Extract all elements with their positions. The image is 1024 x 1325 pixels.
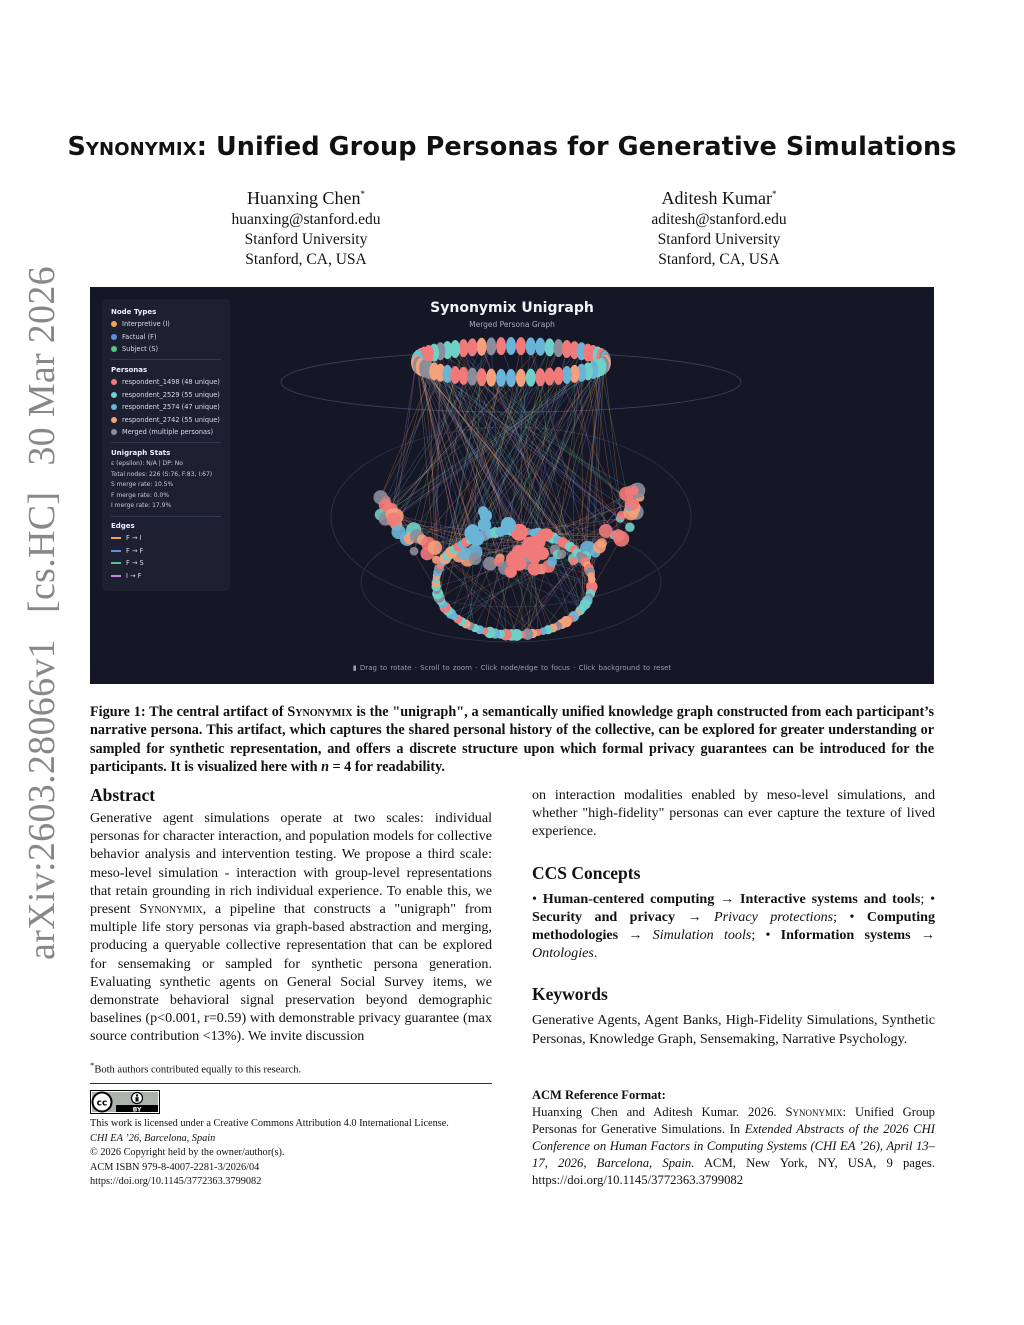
caption-end: = 4 for readability. <box>328 758 445 775</box>
legend-stat: ε (epsilon): N/A | DP: No <box>111 460 183 467</box>
ccs-main: Computing methodologies <box>532 908 935 944</box>
graph-node <box>545 368 555 386</box>
graph-node <box>496 369 506 387</box>
graph-subtitle: Merged Persona Graph <box>469 320 555 329</box>
graph-node <box>386 512 400 526</box>
legend-dot <box>111 417 117 423</box>
mouse-icon: ▮ <box>352 664 360 672</box>
legend-persona[interactable] <box>111 416 220 424</box>
ccs-main: Security and privacy <box>532 908 676 925</box>
graph-node <box>477 338 487 356</box>
legend-dot <box>111 429 117 435</box>
legend-dot <box>111 334 117 340</box>
graph-node <box>506 369 516 387</box>
paper-title <box>60 132 964 162</box>
footnote-rule <box>90 1083 492 1084</box>
author-location: Stanford, CA, USA <box>658 251 780 268</box>
legend-personas-heading: Personas <box>111 366 148 374</box>
graph-node <box>625 523 635 533</box>
graph-node <box>593 541 606 554</box>
unigraph-figure <box>90 287 934 684</box>
arxiv-stamp <box>20 266 70 960</box>
graph-node <box>545 338 555 356</box>
author-affiliation: Stanford University <box>244 231 368 248</box>
author-email: huanxing@stanford.edu <box>231 211 381 228</box>
caption-body: is the "unigraph", a semantically unified knowledge graph constructed from each participant’s narrative persona. This artifact, which captures the shared personal history of the collective, can be explored for greater understanding or sampled for synthetic representation, and offers a discrete structure upon which formal privacy guarantees can be introduced for the participants. It is visualized here with <box>90 704 934 775</box>
legend-persona[interactable] <box>111 428 213 436</box>
acm-ref-part2: : Unified Group Personas for Generative Simulations. In <box>532 1105 936 1136</box>
legend-divider <box>111 359 221 360</box>
abstract-part2: , a pipeline that constructs a "unigraph" from multiple life story personas via graph-based abstraction and merging, producing a queryable collective representation that can be explored for sensemaking or sampled for synthetic persona generation. Evaluating synthetic agents on General Social Survey items, we demonstrate behavioral signal preservation beyond demographic baselines (p<0.001, r=0.59) with demonstrable privacy guarantee (max source contribution <13%). We invite discussion <box>90 901 492 1045</box>
footnote-text: Both authors contributed equally to this research. <box>94 1064 302 1076</box>
author-name: Aditesh Kumar <box>661 188 772 208</box>
ccs-sub: Privacy protections <box>714 908 834 925</box>
graph-node <box>477 368 487 386</box>
ccs-main: Information systems <box>780 927 911 944</box>
legend-label: respondent_2742 (55 unique) <box>122 415 220 424</box>
legend-line <box>111 537 121 539</box>
title-system-name: Synonymix <box>67 132 197 162</box>
legend-node-types-heading: Node Types <box>111 308 157 316</box>
ccs-item: • Security and privacy → Privacy protections; <box>532 890 936 925</box>
ccs-arrow: → <box>675 908 715 925</box>
graph-node <box>480 510 492 522</box>
acm-ref-system-name: Synonymix <box>785 1105 843 1119</box>
legend-line <box>111 550 121 552</box>
arxiv-id: arXiv:2603.28066v1 <box>21 639 63 960</box>
legend-dot <box>111 321 117 327</box>
abstract-text <box>90 809 492 1046</box>
legend-dot <box>111 404 117 410</box>
abstract-heading: Abstract <box>90 785 156 805</box>
legend-node-type <box>111 320 170 328</box>
graph-node <box>410 547 419 556</box>
author-block-2 <box>559 182 879 270</box>
legend-edge <box>111 547 143 555</box>
graph-interaction-hints <box>90 664 934 672</box>
author-affiliation: Stanford University <box>657 231 781 248</box>
acm-ref-text <box>532 1104 935 1189</box>
ccs-item: • Computing methodologies → Simulation tools; <box>532 908 935 944</box>
legend-label: respondent_2574 (47 unique) <box>122 403 220 411</box>
legend-node-type <box>111 345 158 353</box>
graph-node <box>459 367 469 385</box>
graph-node <box>506 337 516 355</box>
author-mark: * <box>771 189 777 199</box>
ccs-sub: Interactive systems and tools <box>740 890 921 907</box>
acm-ref-part1: Huanxing Chen and Aditesh Kumar. 2026. <box>532 1105 786 1119</box>
cc-label: BY <box>132 1106 142 1114</box>
legend-divider <box>111 516 221 517</box>
caption-lead: Figure 1: The central artifact of <box>90 704 288 720</box>
graph-node <box>526 337 536 355</box>
graph-node <box>512 556 527 571</box>
graph-node <box>535 368 545 386</box>
graph-node <box>391 525 405 539</box>
legend-stat: F merge rate: 0.0% <box>111 491 170 499</box>
acm-ref-venue: Extended Abstracts of the 2026 CHI Conference on Human Factors in Computing Systems (CHI EA ’26), April 13–17, 2026, Barcelona, Spain. <box>532 1122 936 1170</box>
author-email: aditesh@stanford.edu <box>651 211 787 228</box>
graph-node <box>501 518 516 533</box>
graph-title: Synonymix Unigraph <box>430 300 594 316</box>
footnote <box>90 1060 492 1076</box>
legend-stat: S merge rate: 10.5% <box>111 481 174 488</box>
ccs-sub: Ontologies <box>532 945 594 962</box>
license-block <box>90 1117 500 1190</box>
abstract-part1: Generative agent simulations operate at two scales: individual personas for character interaction, and population models for collective behavior analysis and intervention testing. We propose a third scale: meso-level simulation - interaction with group-level representations that retain grounding in rich individual experience. To enable this, we present <box>90 810 492 918</box>
legend-label: Factual (F) <box>122 332 157 341</box>
graph-node <box>469 553 481 565</box>
graph-node <box>467 368 477 386</box>
legend-label: F → S <box>126 559 144 567</box>
graph-node <box>569 557 577 565</box>
graph-node <box>486 337 496 355</box>
graph-edge <box>582 351 583 607</box>
license-venue: CHI EA ’26, Barcelona, Spain <box>90 1132 216 1144</box>
right-column <box>532 786 935 1048</box>
acm-ref-part3: ACM, New York, NY, USA, 9 pages. https://doi.org/10.1145/3772363.3799082 <box>532 1156 936 1187</box>
legend-stats-heading: Unigraph Stats <box>111 449 171 457</box>
ccs-item: • Information systems → Ontologies. <box>532 927 935 962</box>
legend-edge <box>111 534 141 542</box>
figure-caption <box>90 703 934 776</box>
legend-persona[interactable] <box>111 403 220 411</box>
ccs-main: Human-centered computing <box>542 890 715 907</box>
legend-dot <box>111 346 117 352</box>
keywords-text: Generative Agents, Agent Banks, High-Fidelity Simulations, Synthetic Personas, Knowledge Graph, Sensemaking, Narrative Psychology. <box>532 1012 935 1047</box>
legend-stat: Total nodes: 226 (S:76, F:83, I:67) <box>111 470 213 478</box>
ccs-arrow: → <box>714 890 741 907</box>
graph-node <box>428 540 442 554</box>
graph-node <box>528 562 541 575</box>
legend-persona[interactable] <box>111 378 220 386</box>
acm-ref-heading: ACM Reference Format: <box>532 1088 666 1102</box>
legend-dot <box>111 379 117 385</box>
legend-edge <box>111 572 141 580</box>
legend-label: respondent_1498 (48 unique) <box>122 378 220 386</box>
legend-persona[interactable] <box>111 391 220 399</box>
acm-reference <box>532 1087 935 1189</box>
legend-dot <box>111 392 117 398</box>
keywords-heading: Keywords <box>532 984 608 1005</box>
legend-divider <box>111 442 221 443</box>
author-block-1 <box>146 182 466 270</box>
left-column <box>90 785 492 1046</box>
legend-label: F → I <box>126 534 142 542</box>
abstract-system-name: Synonymix <box>139 901 203 918</box>
graph-node <box>466 524 479 537</box>
ccs-arrow: → <box>910 927 935 944</box>
author-name: Huanxing Chen <box>247 188 361 208</box>
legend-label: Merged (multiple personas) <box>122 428 214 436</box>
cc-by-badge[interactable] <box>90 1090 160 1114</box>
legend-label: respondent_2529 (55 unique) <box>122 390 220 399</box>
legend-edge <box>111 559 144 567</box>
legend-line <box>111 562 121 564</box>
graph-node <box>516 369 526 387</box>
graph-node <box>496 337 506 355</box>
caption-system-name: Synonymix <box>287 704 353 720</box>
license-text: This work is licensed under a Creative Commons Attribution 4.0 International License. <box>90 1118 449 1129</box>
ccs-item: • Human-centered computing → Interactive systems and tools; <box>532 890 925 907</box>
arxiv-category: [cs.HC] <box>21 491 63 614</box>
graph-node <box>619 487 633 501</box>
hints-text: Drag to rotate · Scroll to zoom · Click node/edge to focus · Click background to reset <box>359 664 672 672</box>
ccs-heading: CCS Concepts <box>532 862 641 883</box>
svg-text:cc: cc <box>96 1098 108 1109</box>
graph-node <box>588 576 596 584</box>
legend-label: F → F <box>126 546 144 555</box>
graph-node <box>467 338 477 356</box>
legend-panel <box>102 299 230 591</box>
graph-node <box>599 524 613 538</box>
author-mark: * <box>360 189 365 199</box>
legend-label: I → F <box>126 571 142 580</box>
author-location: Stanford, CA, USA <box>245 251 367 268</box>
footnote-mark: * <box>90 1060 95 1070</box>
graph-edge <box>604 359 621 516</box>
abstract-continuation: on interaction modalities enabled by meso-level simulations, and whether "high-fidelity" personas can ever capture the texture of lived experience. <box>532 787 935 840</box>
ccs-arrow: → <box>618 927 653 944</box>
legend-label: Interpretive (I) <box>122 320 170 328</box>
ccs-concepts <box>532 890 935 963</box>
legend-node-type <box>111 333 157 341</box>
legend-label: Subject (S) <box>122 345 159 353</box>
graph-node <box>516 337 526 355</box>
graph-node <box>557 549 566 558</box>
license-doi-link[interactable]: https://doi.org/10.1145/3772363.3799082 <box>90 1176 262 1188</box>
ccs-sub: Simulation tools <box>652 927 752 944</box>
caption-n: n <box>321 758 329 775</box>
legend-stat: I merge rate: 17.9% <box>111 502 172 509</box>
graph-node <box>486 369 496 387</box>
graph-node <box>533 536 546 549</box>
legend-edges-heading: Edges <box>111 522 135 530</box>
arxiv-date: 30 Mar 2026 <box>21 266 63 466</box>
graph-node <box>554 367 564 385</box>
graph-node <box>612 529 625 542</box>
license-copyright: © 2026 Copyright held by the owner/author(s). <box>90 1147 285 1159</box>
title-rest: : Unified Group Personas for Generative Simulations <box>196 132 957 162</box>
graph-node <box>535 338 545 356</box>
legend-line <box>111 575 121 577</box>
graph-node <box>526 369 536 387</box>
license-isbn: ACM ISBN 979-8-4007-2281-3/2026/04 <box>90 1161 260 1173</box>
